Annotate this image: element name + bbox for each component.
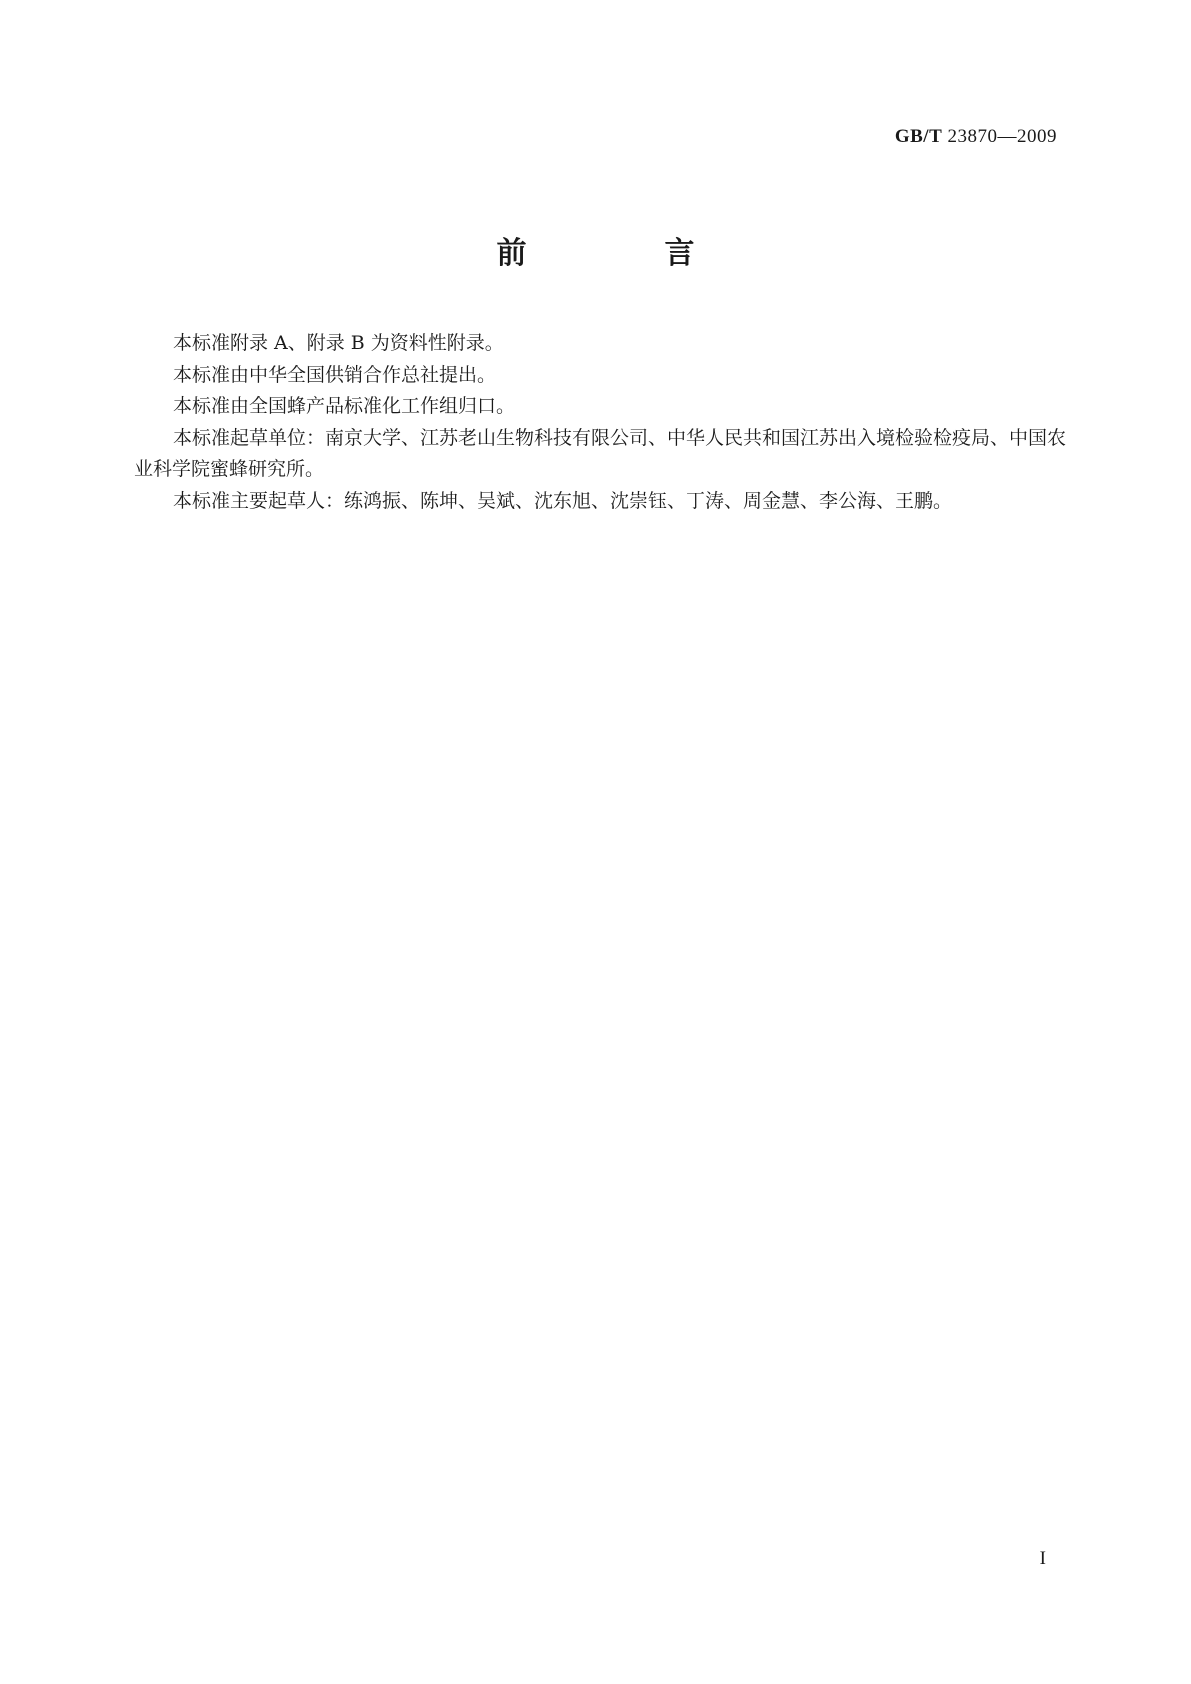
paragraph-drafting-units: 本标准起草单位：南京大学、江苏老山生物科技有限公司、中华人民共和国江苏出入境检验检疫局、中国农业科学院蜜蜂研究所。 (134, 426, 1067, 480)
page-number: I (1039, 1548, 1046, 1569)
standard-year-number: 23870—2009 (947, 126, 1057, 147)
page-title: 前 言 (496, 236, 749, 271)
foreword-body (134, 328, 1066, 517)
standard-number (895, 126, 1057, 148)
paragraph-centralized: 本标准由全国蜂产品标准化工作组归口。 (173, 395, 516, 417)
paragraph-proposer: 本标准由中华全国供销合作总社提出。 (173, 363, 497, 386)
standard-code: GB/T (894, 126, 943, 147)
paragraph-drafters: 本标准主要起草人：练鸿振、陈坤、吴斌、沈东旭、沈崇钰、丁涛、周金慧、李公海、王鹏。 (173, 489, 953, 512)
paragraph-appendix: 本标准附录 A、附录 B 为资料性附录。 (173, 332, 504, 354)
